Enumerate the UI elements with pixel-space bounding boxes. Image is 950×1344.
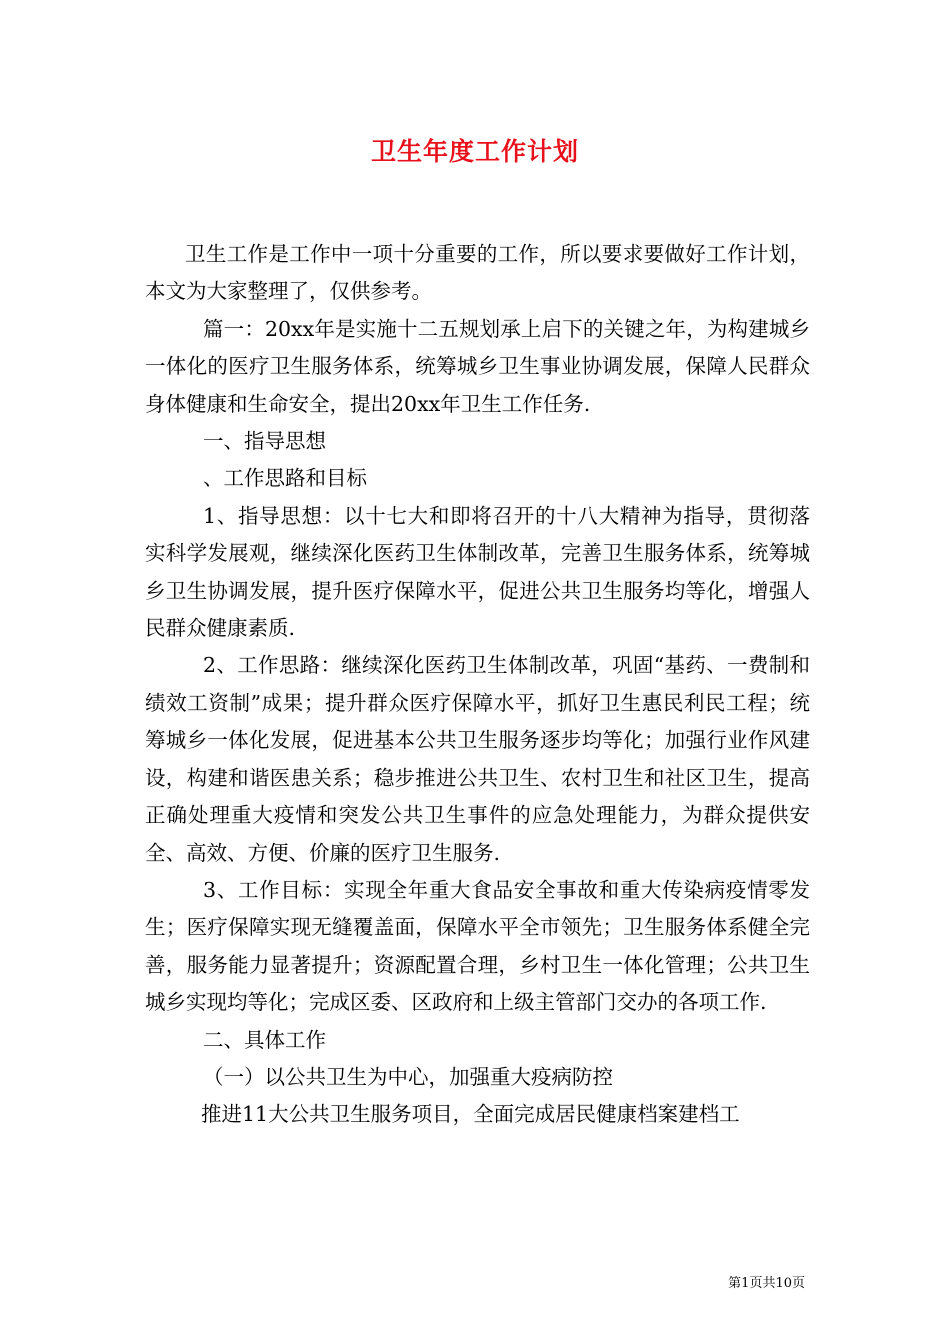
page-number-footer: 第1页共10页: [728, 1276, 805, 1291]
heading-public-health: （一）以公共卫生为中心，加强重大疫病防控: [203, 1064, 613, 1089]
heading-ideas-and-goals: 、工作思路和目标: [203, 466, 367, 491]
paragraph-item-3: 3、工作目标：实现全年重大食品安全事故和重大传染病疫情零发生；医疗保障实现无缝覆盖面，保障水平全市领先；卫生服务体系健全完善，服务能力显著提升；资源配置合理，乡村卫生一体化管理；公共卫生城乡实现均等化；完成区委、区政府和上级主管部门交办的各项工作.: [145, 877, 810, 1015]
paragraph-item-1: 1、指导思想：以十七大和即将召开的十八大精神为指导，贯彻落实科学发展观，继续深化医药卫生体制改革，完善卫生服务体系，统筹城乡卫生协调发展，提升医疗保障水平，促进公共卫生服务均等化，增强人民群众健康素质.: [145, 503, 810, 641]
paragraph-item-2: 2、工作思路：继续深化医药卫生体制改革，巩固“基药、一费制和绩效工资制”成果；提升群众医疗保障水平，抓好卫生惠民利民工程；统筹城乡一体化发展，促进基本公共卫生服务逐步均等化；加强行业作风建设，构建和谐医患关系；稳步推进公共卫生、农村卫生和社区卫生，提高正确处理重大疫情和突发公共卫生事件的应急处理能力，为群众提供安全、高效、方便、价廉的医疗卫生服务.: [145, 653, 810, 865]
heading-specific-work: 二、具体工作: [203, 1027, 326, 1052]
paragraph-public-health-projects: 推进11大公共卫生服务项目，全面完成居民健康档案建档工: [201, 1102, 740, 1127]
paragraph-intro: 卫生工作是工作中一项十分重要的工作，所以要求要做好工作计划，本文为大家整理了，仅供参考。: [145, 242, 810, 304]
paragraph-part-one: 篇一：20xx年是实施十二五规划承上启下的关键之年，为构建城乡一体化的医疗卫生服务体系，统筹城乡卫生事业协调发展，保障人民群众身体健康和生命安全，提出20xx年卫生工作任务.: [145, 316, 810, 416]
document-title: 卫生年度工作计划: [370, 137, 579, 166]
heading-guiding-thought: 一、指导思想: [203, 429, 326, 454]
document-body: [145, 236, 810, 1134]
